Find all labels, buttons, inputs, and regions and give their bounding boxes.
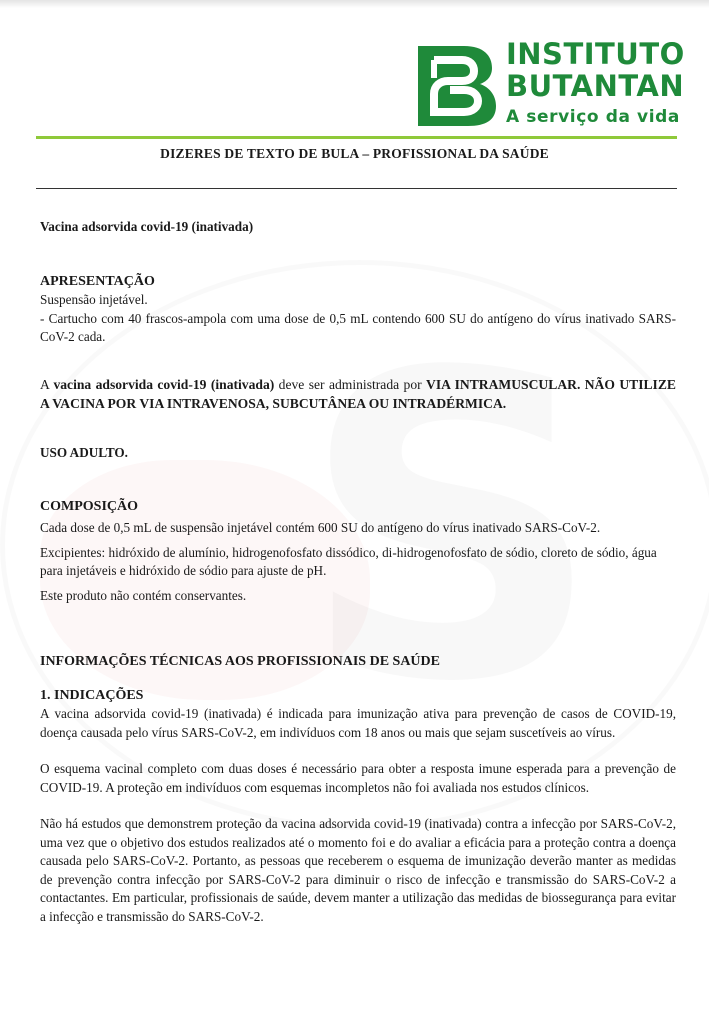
product-name: Vacina adsorvida covid-19 (inativada) [40,219,254,234]
admin-prefix: A [40,377,54,392]
indicacoes-paragraph-2: O esquema vacinal completo com duas doses é necessário para obter a resposta imune esperada para a prevenção de COVID-19. A proteção em indivíduos com esquemas incompletos não foi avaliada nos estudos clínicos. [40,761,676,795]
page-top-edge [0,0,709,8]
admin-vaccine-name: vacina adsorvida covid-19 (inativada) [53,377,275,392]
apresentacao-section [40,272,676,347]
apresentacao-heading: APRESENTAÇÃO [40,274,155,289]
administration-paragraph [40,375,676,413]
admin-middle: deve ser administrada por [274,377,427,392]
indicacoes-heading: 1. INDICAÇÕES [40,688,144,703]
logo-line-butantan: BUTANTAN [506,69,685,103]
butantan-logo-icon [414,40,498,126]
composicao-section [40,497,676,605]
composicao-paragraph-1: Cada dose de 0,5 mL de suspensão injetável contém 600 SU do antígeno do vírus inativado SARS-CoV-2. [40,520,601,535]
apresentacao-line-2: - Cartucho com 40 frascos-ampola com uma dose de 0,5 mL contendo 600 SU do antígeno do vírus inativado SARS-CoV-2 cada. [40,310,676,344]
uso-adulto: USO ADULTO. [40,445,128,460]
logo-line-instituto: INSTITUTO [506,37,685,71]
title-divider [36,188,677,189]
composicao-heading: COMPOSIÇÃO [40,499,138,514]
composicao-paragraph-3: Este produto não contém conservantes. [40,587,247,603]
logo-tagline: A serviço da vida [506,107,680,127]
indicacoes-paragraph-1: A vacina adsorvida covid-19 (inativada) é indicada para imunização ativa para prevenção de casos de COVID-19, doença causada pelo vírus SARS-CoV-2, em indivíduos com 18 anos ou mais que sejam suscetíveis ao vírus. [40,706,676,740]
admin-route-warning: VIA INTRAMUSCULAR. NÃO UTILIZE A VACINA POR VIA INTRAVENOSA, SUBCUTÂNEA OU INTRADÉRMICA. [40,377,676,411]
composicao-paragraph-2: Excipientes: hidróxido de alumínio, hidrogenofosfato dissódico, di-hidrogenofosfato de sódio, cloreto de sódio, água para injetáveis e hidróxido de sódio para ajuste de pH. [40,544,657,578]
logo-text [506,38,685,128]
apresentacao-line-1: Suspensão injetável. [40,292,148,307]
indicacoes-paragraph-3: Não há estudos que demonstrem proteção da vacina adsorvida covid-19 (inativada) contra a infecção por SARS-CoV-2, uma vez que o objetivo dos estudos realizados até o momento foi e do avaliar a eficácia para a proteção contra a doença causada pelo SARS-CoV-2. Portanto, as pessoas que receberem o esquema de imunização deverão manter as medidas de prevenção contra infecção por SARS-CoV-2 para diminuir o risco de infecção e transmissão do SARS-CoV-2 a contactantes. Em particular, profissionais de saúde, devem manter a utilização das medidas de biossegurança para evitar a infecção e transmissão do SARS-CoV-2. [40,816,676,924]
info-tecnicas-heading: INFORMAÇÕES TÉCNICAS AOS PROFISSIONAIS DE SAÚDE [40,654,440,669]
indicacoes-section [40,686,676,926]
document-title: DIZERES DE TEXTO DE BULA – PROFISSIONAL DA SAÚDE [160,146,549,161]
header-accent-rule [36,136,677,139]
instituto-butantan-logo [414,37,685,130]
